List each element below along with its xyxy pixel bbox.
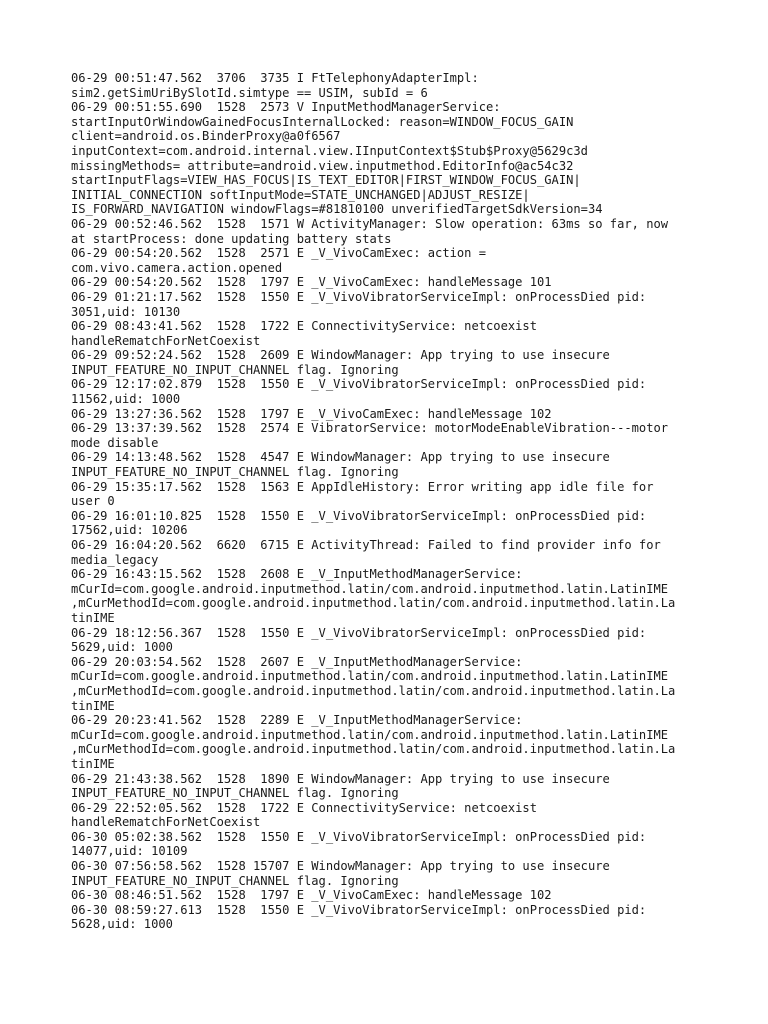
log-line: IS_FORWARD_NAVIGATION windowFlags=#81810100 unverifiedTargetSdkVersion=34 [71, 202, 603, 217]
log-line: ,mCurMethodId=com.google.android.inputmethod.latin/com.android.inputmethod.latin.La [71, 683, 676, 698]
log-line: inputContext=com.android.internal.view.IInputContext$Stub$Proxy@5629c3d [71, 143, 588, 158]
log-line: INITIAL_CONNECTION softInputMode=STATE_UNCHANGED|ADJUST_RESIZE| [71, 187, 530, 202]
log-line: 17562,uid: 10206 [71, 523, 188, 538]
log-line: 06-29 14:13:48.562 1528 4547 E WindowManager: App trying to use insecure [71, 450, 610, 465]
log-line: startInputFlags=VIEW_HAS_FOCUS|IS_TEXT_EDITOR|FIRST_WINDOW_FOCUS_GAIN| [71, 173, 581, 188]
log-line: 5629,uid: 1000 [71, 640, 173, 655]
log-line: INPUT_FEATURE_NO_INPUT_CHANNEL flag. Ignoring [71, 873, 399, 888]
log-line: 06-29 00:51:55.690 1528 2573 V InputMethodManagerService: [71, 100, 501, 115]
log-line: ,mCurMethodId=com.google.android.inputmethod.latin/com.android.inputmethod.latin.La [71, 742, 676, 757]
log-line: mCurId=com.google.android.inputmethod.latin/com.android.inputmethod.latin.LatinIME [71, 581, 669, 596]
log-line: handleRematchForNetCoexist [71, 333, 261, 348]
log-line: 06-30 07:56:58.562 1528 15707 E WindowManager: App trying to use insecure [71, 859, 610, 874]
log-line: 06-29 22:52:05.562 1528 1722 E ConnectivityService: netcoexist [71, 800, 537, 815]
log-line: mode disable [71, 435, 159, 450]
log-line: 06-29 13:27:36.562 1528 1797 E _V_VivoCamExec: handleMessage 102 [71, 406, 552, 421]
log-line: client=android.os.BinderProxy@a0f6567 [71, 129, 341, 144]
log-line: sim2.getSimUriBySlotId.simtype == USIM, subId = 6 [71, 85, 428, 100]
log-line: 06-29 20:03:54.562 1528 2607 E _V_InputMethodManagerService: [71, 654, 523, 669]
log-line: com.vivo.camera.action.opened [71, 260, 283, 275]
log-line: tinIME [71, 610, 115, 625]
log-line: 06-30 08:59:27.613 1528 1550 E _V_VivoVibratorServiceImpl: onProcessDied pid: [71, 902, 647, 917]
log-line: 06-29 01:21:17.562 1528 1550 E _V_VivoVibratorServiceImpl: onProcessDied pid: [71, 289, 647, 304]
log-line: 06-29 20:23:41.562 1528 2289 E _V_InputMethodManagerService: [71, 713, 523, 728]
log-line: 14077,uid: 10109 [71, 844, 188, 859]
log-line: missingMethods= attribute=android.view.inputmethod.EditorInfo@ac54c32 [71, 158, 574, 173]
log-line: 06-29 18:12:56.367 1528 1550 E _V_VivoVibratorServiceImpl: onProcessDied pid: [71, 625, 647, 640]
log-line: ,mCurMethodId=com.google.android.inputmethod.latin/com.android.inputmethod.latin.La [71, 596, 676, 611]
log-line: 06-29 12:17:02.879 1528 1550 E _V_VivoVibratorServiceImpl: onProcessDied pid: [71, 377, 647, 392]
log-line: 06-29 00:52:46.562 1528 1571 W ActivityManager: Slow operation: 63ms so far, now [71, 216, 669, 231]
log-line: 5628,uid: 1000 [71, 917, 173, 932]
log-line: 06-29 16:01:10.825 1528 1550 E _V_VivoVibratorServiceImpl: onProcessDied pid: [71, 508, 647, 523]
log-line: 06-29 08:43:41.562 1528 1722 E ConnectivityService: netcoexist [71, 319, 537, 334]
log-line: 06-29 15:35:17.562 1528 1563 E AppIdleHistory: Error writing app idle file for [71, 479, 654, 494]
log-line: startInputOrWindowGainedFocusInternalLocked: reason=WINDOW_FOCUS_GAIN [71, 114, 574, 129]
log-line: INPUT_FEATURE_NO_INPUT_CHANNEL flag. Ignoring [71, 362, 399, 377]
log-line: 06-30 05:02:38.562 1528 1550 E _V_VivoVibratorServiceImpl: onProcessDied pid: [71, 829, 647, 844]
log-line: 06-29 00:51:47.562 3706 3735 I FtTelephonyAdapterImpl: [71, 71, 479, 85]
log-line: 06-29 21:43:38.562 1528 1890 E WindowManager: App trying to use insecure [71, 771, 610, 786]
log-line: 06-30 08:46:51.562 1528 1797 E _V_VivoCamExec: handleMessage 102 [71, 888, 552, 903]
log-line: 06-29 00:54:20.562 1528 1797 E _V_VivoCamExec: handleMessage 101 [71, 275, 552, 290]
log-line: 06-29 13:37:39.562 1528 2574 E VibratorService: motorModeEnableVibration---motor [71, 421, 669, 436]
log-line: mCurId=com.google.android.inputmethod.latin/com.android.inputmethod.latin.LatinIME [71, 727, 669, 742]
log-line: tinIME [71, 756, 115, 771]
log-text-block [71, 71, 731, 932]
log-line: 3051,uid: 10130 [71, 304, 181, 319]
log-line: INPUT_FEATURE_NO_INPUT_CHANNEL flag. Ignoring [71, 465, 399, 480]
log-line: INPUT_FEATURE_NO_INPUT_CHANNEL flag. Ignoring [71, 786, 399, 801]
log-line: 06-29 00:54:20.562 1528 2571 E _V_VivoCamExec: action = [71, 246, 487, 261]
log-line: 06-29 16:43:15.562 1528 2608 E _V_InputMethodManagerService: [71, 567, 523, 582]
log-line: media_legacy [71, 552, 159, 567]
log-line: 06-29 09:52:24.562 1528 2609 E WindowManager: App trying to use insecure [71, 348, 610, 363]
log-line: tinIME [71, 698, 115, 713]
log-line: mCurId=com.google.android.inputmethod.latin/com.android.inputmethod.latin.LatinIME [71, 669, 669, 684]
log-line: handleRematchForNetCoexist [71, 815, 261, 830]
log-line: 06-29 16:04:20.562 6620 6715 E ActivityThread: Failed to find provider info for [71, 538, 661, 552]
log-line: at startProcess: done updating battery stats [71, 231, 392, 246]
log-line: user 0 [71, 494, 115, 509]
log-line: 11562,uid: 1000 [71, 392, 181, 407]
